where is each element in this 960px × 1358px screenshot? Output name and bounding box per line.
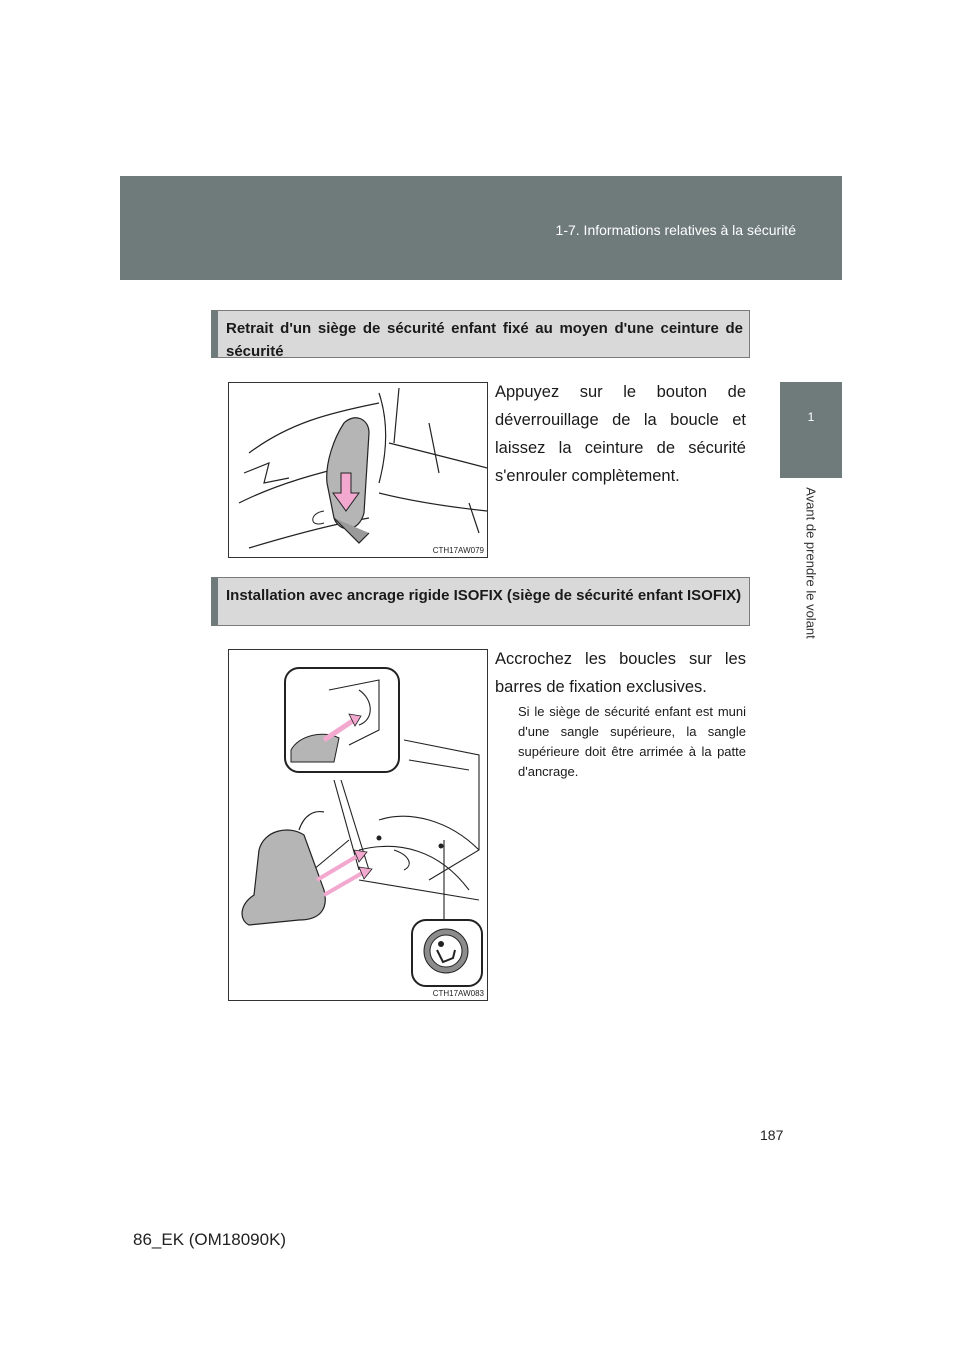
header-band — [120, 176, 842, 280]
isofix-installation-drawing — [229, 650, 487, 1000]
figure-code: CTH17AW079 — [432, 546, 484, 555]
chapter-tab-label-text: Avant de prendre le volant — [803, 487, 819, 639]
figure-code: CTH17AW083 — [432, 989, 484, 998]
document-code: 86_EK (OM18090K) — [133, 1230, 287, 1249]
chapter-tab-label — [780, 478, 842, 648]
section-heading-removal: Retrait d'un siège de sécurité enfant fixé au moyen d'une ceinture de sécurité — [211, 310, 750, 358]
isofix-installation-illustration — [228, 649, 488, 1001]
top-strap-note: Si le siège de sécurité enfant est muni d'une sangle supérieure, la sangle supérieure doit être arrimée à la patte d'ancrage. — [518, 704, 746, 779]
section-heading-isofix: Installation avec ancrage rigide ISOFIX (siège de sécurité enfant ISOFIX) — [211, 577, 750, 626]
header-section-title: 1-7. Informations relatives à la sécurité — [555, 222, 796, 238]
isofix-instruction: Accrochez les boucles sur les barres de fixation exclusives. — [495, 650, 746, 696]
chapter-tab-number: 1 — [780, 382, 842, 478]
page-number: 187 — [760, 1127, 784, 1143]
removal-instruction: Appuyez sur le bouton de déverrouillage de la boucle et laissez la ceinture de sécurité s'enrouler complètement. — [495, 383, 746, 485]
seatbelt-release-illustration — [228, 382, 488, 558]
seatbelt-release-drawing — [229, 383, 487, 557]
